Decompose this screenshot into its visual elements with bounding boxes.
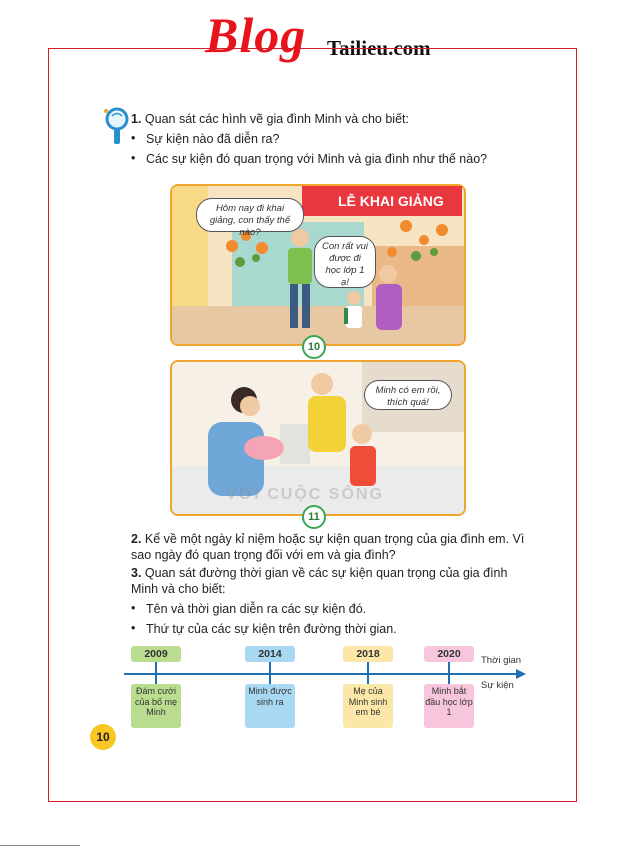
timeline-year-1: 2009 [131, 646, 181, 662]
activity1-bullet-2: Các sự kiện đó quan trọng với Minh và gia đình như thế nào? [146, 152, 488, 166]
activity1-prompt [131, 111, 409, 127]
timeline-label-event: Sự kiện [481, 680, 514, 691]
activity3-content: Quan sát đường thời gian về các sự kiện quan trọng của gia đình Minh và cho biết: [131, 566, 508, 596]
speech-bubble-child: Con rất vui được đi học lớp 1 ạ! [314, 236, 376, 288]
bullet-dot: • [131, 151, 136, 165]
activity3-text [131, 565, 531, 597]
timeline-event-1: Đám cưới của bố mẹ Minh [131, 684, 181, 728]
activity2-content: Kể về một ngày kỉ niệm hoặc sự kiện quan trọng của gia đình em. Vì sao ngày đó quan trọng đối với em và gia đình? [131, 532, 525, 562]
watermark-text: VỚI CUỘC SỐNG [226, 486, 384, 503]
timeline-event-2: Minh được sinh ra [245, 684, 295, 728]
logo-site: Tailieu.com [327, 36, 431, 60]
speech-bubble-parent: Hôm nay đi khai giảng, con thấy thế nào? [196, 198, 304, 232]
speech-bubble-father: Minh có em rồi, thích quá! [364, 380, 452, 410]
activity3-bullet-2: Thứ tự của các sự kiện trên đường thời gian. [146, 622, 397, 636]
figure-number-10: 10 [302, 335, 326, 359]
timeline-tick [269, 662, 271, 684]
activity2-text [131, 531, 531, 563]
timeline-year-3: 2018 [343, 646, 393, 662]
footer-divider [0, 845, 80, 846]
timeline-axis [120, 664, 530, 684]
timeline-year-2: 2014 [245, 646, 295, 662]
activity1-bullet-1: Sự kiện nào đã diễn ra? [146, 132, 280, 146]
timeline-event-4: Minh bắt đầu học lớp 1 [424, 684, 474, 728]
timeline-tick [367, 662, 369, 684]
timeline-year-4: 2020 [424, 646, 474, 662]
activity3-number: 3. [131, 566, 142, 580]
timeline-tick [448, 662, 450, 684]
timeline-tick [155, 662, 157, 684]
bullet-dot: • [131, 131, 136, 145]
bullet-dot: • [131, 621, 136, 635]
figure-number-11: 11 [302, 505, 326, 529]
activity3-bullet-1: Tên và thời gian diễn ra các sự kiện đó. [146, 602, 367, 616]
page-number-badge: 10 [90, 724, 116, 750]
activity1-number: 1. [131, 112, 142, 126]
timeline-event-3: Mẹ của Minh sinh em bé [343, 684, 393, 728]
activity1-text: Quan sát các hình vẽ gia đình Minh và cho biết: [144, 112, 409, 126]
opening-ceremony-banner: LỄ KHAI GIẢNG [302, 186, 462, 216]
magnifier-icon [101, 106, 136, 148]
bullet-dot: • [131, 601, 136, 615]
timeline-label-time: Thời gian [481, 655, 522, 666]
activity2-number: 2. [131, 532, 142, 546]
logo-brand: Blog [205, 7, 307, 63]
